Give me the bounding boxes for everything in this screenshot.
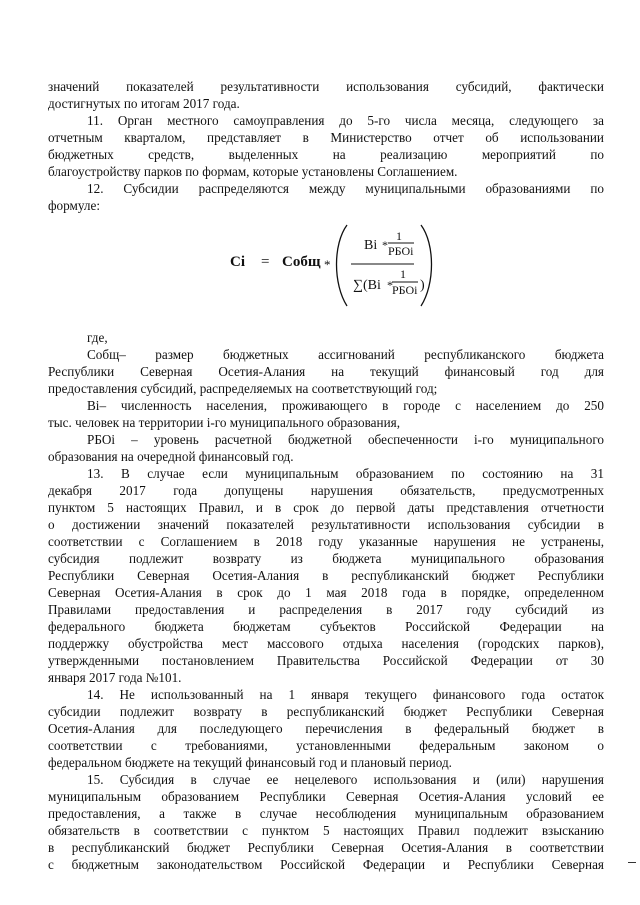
text-line: Республики Северная Осетия-Алания в республиканский бюджет Республики (48, 568, 604, 583)
text-line: предоставления, а также в случае несоблюдения муниципальным образованием (48, 806, 604, 821)
definition-total: Cобщ– размер бюджетных ассигнований республиканского бюджета (87, 347, 604, 362)
text-line: о достижении значений показателей результативности использования субсидии в (48, 517, 604, 532)
text-line: федерального бюджета бюджетам субъектов Российской Федерации на (48, 619, 604, 634)
text-line: декабря 2017 года допущены нарушения обязательств, предусмотренных (48, 483, 604, 498)
text-line: бюджетных средств, выделенных на реализацию мероприятий по (48, 147, 604, 162)
paragraph-12-start: 12. Субсидии распределяются между муниципальными образованиями по (87, 181, 604, 196)
text-line: соответствии с Соглашением в 2018 году указанные нарушения не устранены, (48, 534, 604, 549)
distribution-formula (0, 222, 640, 314)
text-line: предоставления субсидий, распределяемых на соответствующий год; (48, 381, 438, 396)
scan-edge-mark (628, 862, 636, 863)
text-line: образования на очередной финансовый год. (48, 449, 294, 464)
formula-sum-open: ∑(Bi (353, 278, 381, 293)
text-line: достигнутых по итогам 2017 года. (48, 96, 240, 111)
text-line: января 2017 года №101. (48, 670, 182, 685)
formula-multiply: * (324, 257, 331, 272)
formula-sum-close: ) (420, 278, 425, 293)
formula-rbo: РБОi (392, 283, 418, 297)
text-line: обязательств в соответствии с пунктом 5 настоящих Правил подлежит взысканию (48, 823, 604, 838)
text-line: муниципальным образованием Республики Северная Осетия-Алания условий ее (48, 789, 604, 804)
text-line: благоустройству парков по формам, которые установлены Соглашением. (48, 164, 458, 179)
text-line: утвержденными постановлением Правительства Российской Федерации от 30 (48, 653, 604, 668)
text-line: субсидия подлежит возврату из бюджета муниципального образования (48, 551, 604, 566)
paragraph-15-start: 15. Субсидия в случае ее нецелевого использования и (или) нарушения (87, 772, 604, 787)
formula-multiply: * (387, 278, 393, 292)
formula-multiply: * (382, 238, 388, 252)
text-line: тыс. человек на территории i-го муниципального образования, (48, 415, 400, 430)
formula-bi: Bi (364, 238, 378, 253)
paragraph-14-start: 14. Не использованный на 1 января текущего финансового года остаток (87, 687, 604, 702)
text-line: федеральном бюджете на текущий финансовый год и плановый период. (48, 755, 452, 770)
formula-equals: = (261, 254, 270, 270)
text-line: пунктом 5 настоящих Правил, и в срок до первой даты представления отчетности (48, 500, 604, 515)
paragraph-13-start: 13. В случае если муниципальным образованием по состоянию на 31 (87, 466, 604, 481)
text-line: с бюджетным законодательством Российской Федерации и Республики Северная (48, 857, 604, 872)
text-line: значений показателей результативности использования субсидий, фактически (48, 79, 604, 94)
definition-rbo: РБОi – уровень расчетной бюджетной обеспеченности i-го муниципального (87, 432, 604, 447)
formula-rbo: РБОi (388, 244, 414, 258)
text-line: формуле: (48, 198, 100, 213)
text-line: в республиканский бюджет Республики Северная Осетия-Алания в соответствии (48, 840, 604, 855)
text-line: поддержку обустройства мест массового отдыха населения (городских парков), (48, 636, 604, 651)
formula-left-paren (337, 225, 348, 306)
paragraph-11-start: 11. Орган местного самоуправления до 5-го числа месяца, следующего за (87, 113, 604, 128)
text-line: Республики Северная Осетия-Алания на текущий финансовый год для (48, 364, 604, 379)
formula-one: 1 (396, 229, 402, 243)
text-line: Северная Осетия-Алания в срок до 1 мая 2018 года в порядке, определенном (48, 585, 604, 600)
text-line: Правилами предоставления и распределения в 2017 году субсидий из (48, 602, 604, 617)
text-line: Осетия-Алания для последующего перечисления в федеральный бюджет в (48, 721, 604, 736)
text-line: субсидии подлежит возврату в республиканский бюджет Республики Северная (48, 704, 604, 719)
formula-total: Cобщ (282, 254, 321, 270)
formula-lhs: Ci (230, 254, 245, 270)
text-line: соответствии с требованиями, установленными федеральным законом о (48, 738, 604, 753)
formula-one: 1 (400, 267, 406, 281)
text-line: отчетным кварталом, представляет в Министерство отчет об использовании (48, 130, 604, 145)
text-line: где, (87, 330, 108, 345)
formula-right-paren (421, 225, 432, 306)
definition-bi: Bi– численность населения, проживающего в городе с населением до 250 (87, 398, 604, 413)
